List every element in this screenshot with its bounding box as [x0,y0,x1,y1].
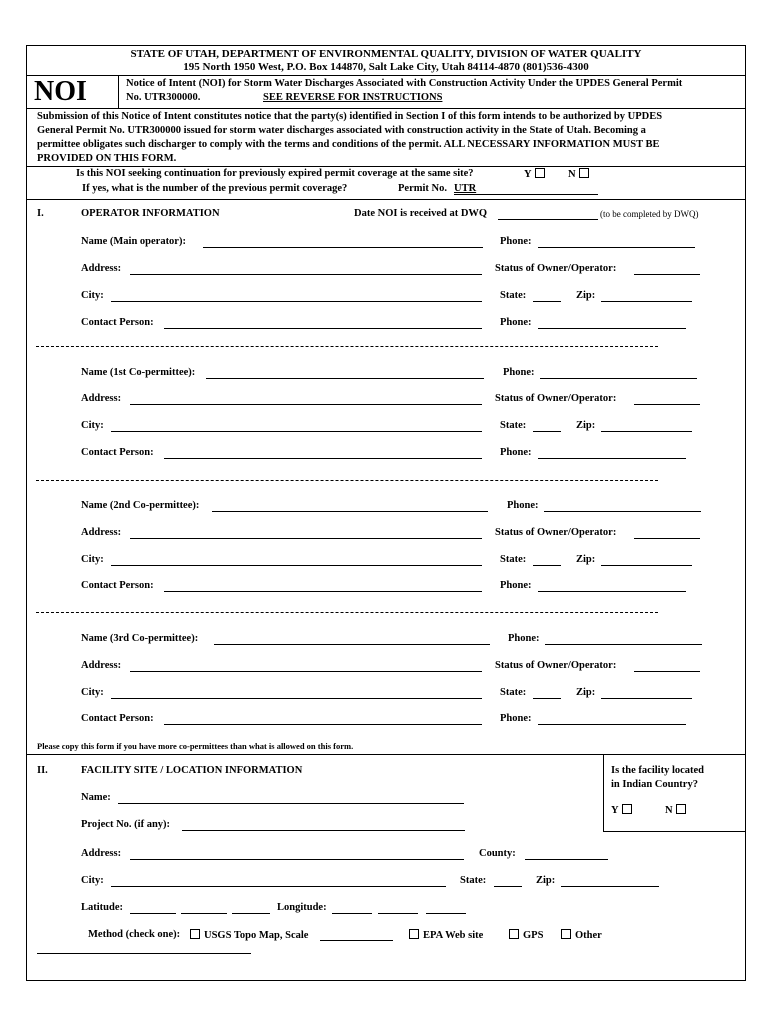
checkbox-yes [622,804,632,814]
copermittee1-city-field[interactable] [111,431,482,432]
copermittee3-contact-phone-field[interactable] [538,724,686,725]
checkbox-no [676,804,686,814]
section2-number: II. [37,765,48,776]
zip-label: Zip: [576,420,596,431]
copermittee3-address-field[interactable] [130,671,482,672]
agency-heading: STATE OF UTAH, DEPARTMENT OF ENVIRONMENTAL QUALITY, DIVISION OF WATER QUALITY [130,48,642,60]
copermittee2-zip-field[interactable] [601,565,692,566]
state-label: State: [500,554,527,565]
city-label: City: [81,420,104,431]
section1-number: I. [37,208,44,219]
section1-title: OPERATOR INFORMATION [81,208,220,219]
state-label: State: [500,687,527,698]
copermittee2-name-label: Name (2nd Co-permittee): [81,500,200,511]
form-code: NOI [34,76,87,107]
indian-country-q2: in Indian Country? [611,779,698,790]
instructions-link[interactable]: SEE REVERSE FOR INSTRUCTIONS [263,92,443,103]
form-title: Notice of Intent (NOI) for Storm Water Discharges Associated with Construction Activity Under the UPDES General Permit [126,78,683,89]
checkbox-yes [535,168,545,178]
copermittee2-phone-field[interactable] [544,511,701,512]
status-label: Status of Owner/Operator: [495,393,617,404]
copermittee2-name-field[interactable] [212,511,488,512]
copermittee2-status-field[interactable] [634,538,700,539]
agency-address: 195 North 1950 West, P.O. Box 144870, Salt Lake City, Utah 84114-4870 (801)536-4300 [183,61,589,73]
operator-contact-field[interactable] [164,328,482,329]
status-label: Status of Owner/Operator: [495,527,617,538]
operator-phone-field[interactable] [538,247,695,248]
operator-name-label: Name (Main operator): [81,236,186,247]
copermittee1-state-field[interactable] [533,431,561,432]
contact-label: Contact Person: [81,713,154,724]
copermittee2-city-field[interactable] [111,565,482,566]
zip-label: Zip: [576,554,596,565]
copermittee2-state-field[interactable] [533,565,561,566]
city-label: City: [81,554,104,565]
status-label: Status of Owner/Operator: [495,660,617,671]
copermittee2-contact-phone-field[interactable] [538,591,686,592]
intro-line: PROVIDED ON THIS FORM. [37,153,177,164]
longitude-label: Longitude: [277,902,327,913]
address-label: Address: [81,263,122,274]
copermittee3-zip-field[interactable] [601,698,692,699]
copermittee1-status-field[interactable] [634,404,700,405]
previous-permit-label: Permit No. [398,183,447,194]
phone-label: Phone: [500,317,532,328]
zip-label: Zip: [576,290,596,301]
intro-line: Submission of this Notice of Intent constitutes notice that the party(s) identified in Section I of this form intends to be authorized by UPDES [37,111,663,122]
facility-address-field[interactable] [130,859,464,860]
method-other-field[interactable] [37,953,251,954]
copermittee3-phone-field[interactable] [545,644,702,645]
continuation-yes[interactable]: Y [524,168,545,180]
copermittee3-contact-field[interactable] [164,724,482,725]
permit-number: No. UTR300000. [126,92,201,103]
checkbox-gps [509,929,519,939]
status-label: Status of Owner/Operator: [495,263,617,274]
latitude-sec-field[interactable] [232,913,270,914]
indian-country-no[interactable]: N [665,804,686,816]
project-no-label: Project No. (if any): [81,819,171,830]
copermittee3-name-label: Name (3rd Co-permittee): [81,633,199,644]
checkbox-epa [409,929,419,939]
date-received-note: (to be completed by DWQ) [600,209,699,219]
checkbox-usgs [190,929,200,939]
address-label: Address: [81,527,122,538]
copermittee2-contact-field[interactable] [164,591,482,592]
address-label: Address: [81,393,122,404]
latitude-min-field[interactable] [181,913,227,914]
previous-permit-field[interactable] [454,194,598,195]
longitude-min-field[interactable] [378,913,418,914]
contact-label: Contact Person: [81,580,154,591]
phone-label: Phone: [500,236,532,247]
copermittee1-zip-field[interactable] [601,431,692,432]
state-label: State: [500,290,527,301]
contact-label: Contact Person: [81,317,154,328]
copermittee1-name-label: Name (1st Co-permittee): [81,367,196,378]
facility-city-field[interactable] [111,886,446,887]
phone-label: Phone: [500,447,532,458]
copermittee3-city-field[interactable] [111,698,482,699]
county-field[interactable] [525,859,608,860]
divider [36,612,658,613]
city-label: City: [81,687,104,698]
operator-address-field[interactable] [130,274,482,275]
contact-label: Contact Person: [81,447,154,458]
copermittee1-contact-phone-field[interactable] [538,458,686,459]
phone-label: Phone: [500,713,532,724]
county-label: County: [479,848,516,859]
address-label: Address: [81,660,122,671]
state-label: State: [500,420,527,431]
method-gps-option[interactable]: GPS [509,929,543,941]
phone-label: Phone: [507,500,539,511]
facility-address-label: Address: [81,848,122,859]
latitude-deg-field[interactable] [130,913,176,914]
usgs-scale-field[interactable] [320,940,393,941]
operator-name-field[interactable] [203,247,483,248]
facility-state-label: State: [460,875,487,886]
operator-city-field[interactable] [111,301,482,302]
continuation-followup: If yes, what is the number of the previous permit coverage? [82,183,348,194]
copermittee1-phone-field[interactable] [540,378,697,379]
checkbox-no [579,168,589,178]
facility-city-label: City: [81,875,104,886]
phone-label: Phone: [508,633,540,644]
operator-state-field[interactable] [533,301,561,302]
continuation-no[interactable]: N [568,168,589,180]
indian-country-q1: Is the facility located [611,765,705,776]
divider [36,480,658,481]
copermittee3-state-field[interactable] [533,698,561,699]
intro-line: permittee obligates such discharger to comply with the terms and conditions of the permit. ALL NECESSARY INFORMATION MUST BE [37,139,660,150]
section2-title: FACILITY SITE / LOCATION INFORMATION [81,765,303,776]
copermittee3-name-field[interactable] [214,644,490,645]
method-other-option[interactable]: Other [561,929,602,941]
longitude-sec-field[interactable] [426,913,466,914]
method-usgs-option[interactable]: USGS Topo Map, Scale [190,929,308,941]
facility-name-label: Name: [81,792,111,803]
facility-zip-label: Zip: [536,875,556,886]
copermittee1-contact-field[interactable] [164,458,482,459]
facility-zip-field[interactable] [561,886,659,887]
copermittee3-status-field[interactable] [634,671,700,672]
project-no-field[interactable] [182,830,465,831]
method-epa-option[interactable]: EPA Web site [409,929,483,941]
phone-label: Phone: [503,367,535,378]
date-received-label: Date NOI is received at DWQ [354,208,488,219]
latitude-label: Latitude: [81,902,123,913]
longitude-deg-field[interactable] [332,913,372,914]
copermittee1-address-field[interactable] [130,404,482,405]
divider [36,346,658,347]
intro-line: General Permit No. UTR300000 issued for storm water discharges associated with construction activity in the State of Utah. Becoming a [37,125,646,136]
indian-country-yes[interactable]: Y [611,804,632,816]
date-received-field[interactable] [498,219,598,220]
previous-permit-prefix: UTR [454,183,477,194]
operator-status-field[interactable] [634,274,700,275]
checkbox-other [561,929,571,939]
method-label: Method (check one): [88,929,181,940]
copermittee1-name-field[interactable] [206,378,484,379]
copermittee2-address-field[interactable] [130,538,482,539]
continuation-question: Is this NOI seeking continuation for previously expired permit coverage at the same site? [76,168,474,179]
facility-name-field[interactable] [118,803,464,804]
operator-zip-field[interactable] [601,301,692,302]
facility-state-field[interactable] [494,886,522,887]
zip-label: Zip: [576,687,596,698]
copy-note: Please copy this form if you have more co-permittees than what is allowed on this form. [37,741,354,751]
city-label: City: [81,290,104,301]
operator-contact-phone-field[interactable] [538,328,686,329]
phone-label: Phone: [500,580,532,591]
